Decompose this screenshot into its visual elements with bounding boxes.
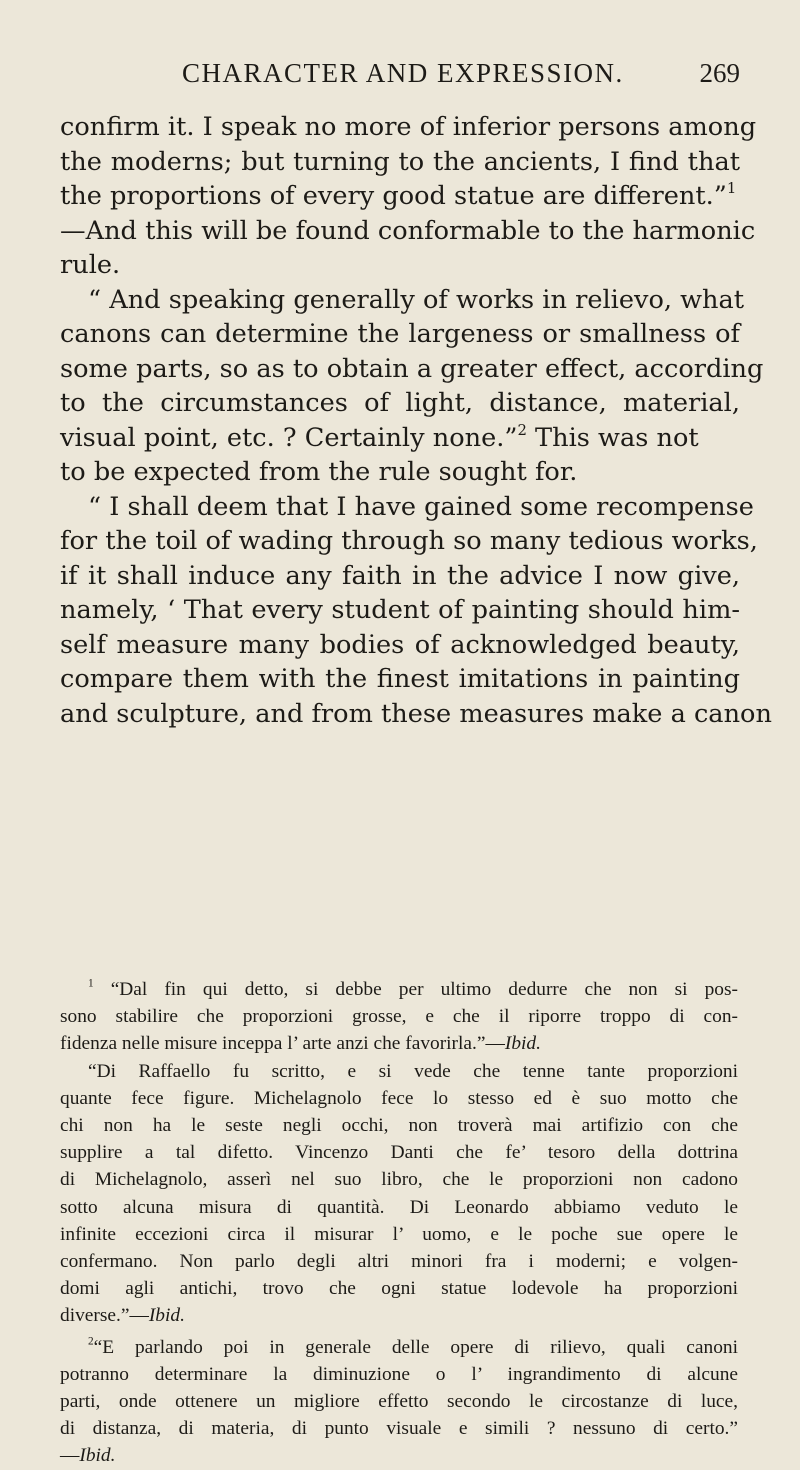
ibid-citation: Ibid. (148, 1305, 185, 1327)
running-header (60, 58, 740, 98)
body-text (60, 110, 772, 731)
body-line: confirm it. I speak no more of inferior persons among (60, 112, 757, 142)
footnote-line: quante fece figure. Michelagnolo fece lo stesso ed è suo motto che (60, 1087, 738, 1109)
footnote-line: di Michelagnolo, asserì nel suo libro, che le proporzioni non cadono (60, 1169, 738, 1191)
footnote-line: sono stabilire che proporzioni grosse, e che il riporre troppo di con- (60, 1006, 738, 1028)
footnote-line: confermano. Non parlo degli altri minori fra i moderni; e volgen- (60, 1251, 738, 1273)
body-line: visual point, etc. ? Certainly none.”$^2$ This was not (60, 421, 699, 453)
body-line: “ I shall deem that I have gained some recompense (88, 491, 754, 522)
footnote-line: “Di Raffaello fu scritto, e si vede che tenne tante proporzioni (88, 1060, 738, 1082)
footnote-line: fidenza nelle misure inceppa l’ arte anzi che favorirla.”—Ibid. (60, 1033, 541, 1055)
footnote-line: domi agli antichi, trovo che ogni statue lodevole ha proporzioni (60, 1278, 738, 1300)
footnote-line: $^2$“E parlando poi in generale delle opere di rilievo, quali canoni (88, 1335, 738, 1358)
body-line: rule. (60, 250, 121, 280)
footnote-line: di distanza, di materia, di punto visuale e simili ? nessuno di certo.” (60, 1418, 738, 1440)
footnote-line: potranno determinare la diminuzione o l’ ingrandimento di alcune (60, 1363, 738, 1385)
body-line: for the toil of wading through so many tedious works, (60, 526, 758, 556)
footnote-line: parti, onde ottenere un migliore effetto secondo le circostanze di luce, (60, 1391, 738, 1413)
footnote-line: supplire a tal difetto. Vincenzo Danti che fe’ tesoro della dottrina (60, 1142, 738, 1164)
footnote-marker-1: 1 (88, 977, 94, 990)
body-line: compare them with the finest imitations in painting (60, 664, 740, 694)
footnote-line: diverse.”—Ibid. (60, 1305, 185, 1327)
footnote-line: $^1$ “Dal fin qui detto, si debbe per ultimo dedurre che non si pos- (88, 977, 738, 1000)
ibid-citation: Ibid. (504, 1033, 541, 1055)
footnote-ref-2: 2 (517, 421, 527, 439)
footnote-line: —Ibid. (60, 1445, 116, 1467)
body-line: and sculpture, and from these measures make a canon (60, 698, 772, 729)
body-line: “ And speaking generally of works in relievo, what (88, 284, 745, 315)
running-title: CHARACTER AND EXPRESSION. (182, 58, 624, 88)
footnote-line: infinite eccezioni circa il misurar l’ uomo, e le poche sue opere le (60, 1223, 738, 1245)
body-line: canons can determine the largeness or smallness of (60, 319, 740, 349)
footnotes (60, 976, 738, 1470)
body-line: —And this will be found conformable to the harmonic (60, 215, 756, 246)
footnote-marker-2: 2 (88, 1335, 94, 1348)
body-line: self measure many bodies of acknowledged beauty, (60, 629, 740, 660)
body-line: to be expected from the rule sought for. (60, 457, 578, 487)
footnote-line: chi non ha le seste negli occhi, non troverà mai artifizio con che (60, 1115, 738, 1137)
body-line: the moderns; but turning to the ancients, I find that (60, 146, 740, 177)
ibid-citation: Ibid. (79, 1445, 116, 1467)
body-line: to the circumstances of light, distance, material, (60, 388, 740, 418)
body-line: namely, ‘ That every student of painting should him- (60, 595, 740, 625)
page-number: 269 (699, 58, 740, 88)
body-line: the proportions of every good statue are different.”$^1$ (60, 179, 737, 211)
body-line: if it shall induce any faith in the advice I now give, (60, 560, 740, 591)
footnote-line: sotto alcuna misura di quantità. Di Leonardo abbiamo veduto le (60, 1196, 738, 1218)
body-line: some parts, so as to obtain a greater effect, according (60, 353, 764, 384)
footnote-ref-1: 1 (726, 179, 737, 197)
